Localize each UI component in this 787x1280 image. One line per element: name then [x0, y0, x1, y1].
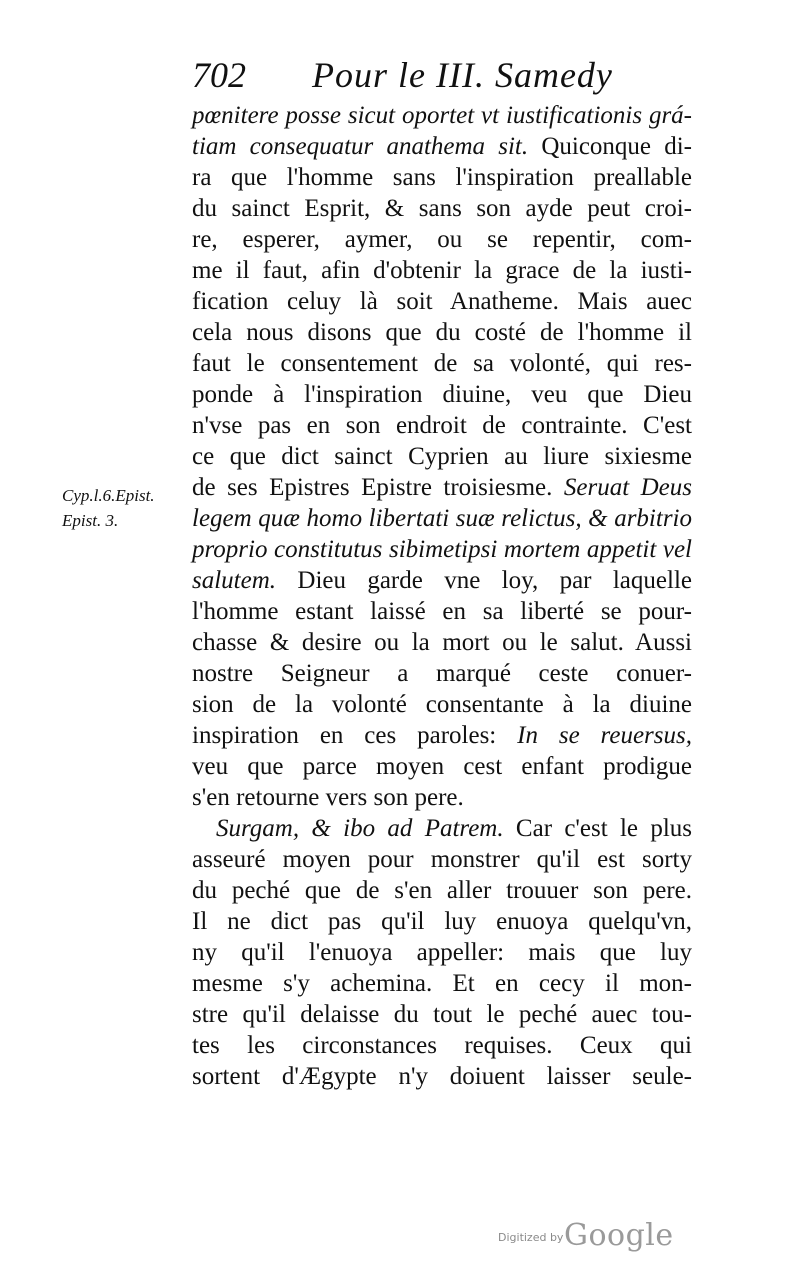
running-title: Pour le III. Samedy: [312, 55, 613, 95]
text-line: du peché que de s'en aller trouuer son pere.: [192, 877, 692, 904]
text-line: sion de la volonté consentante à la diuine: [192, 691, 692, 718]
page-header: [192, 50, 692, 100]
text-line: s'en retourne vers son pere.: [192, 784, 464, 811]
text-line: tes les circonstances requises. Ceux qui: [192, 1032, 692, 1059]
text-line: l'homme estant laissé en sa liberté se pour-: [192, 598, 692, 625]
text-line: de ses Epistres Epistre troisiesme. Seruat Deus: [192, 474, 692, 501]
text-line: pœnitere posse sicut oportet vt iustificationis grá-: [192, 102, 692, 129]
text-line: asseuré moyen pour monstrer qu'il est sorty: [192, 846, 692, 873]
text-line: du sainct Esprit, & sans son ayde peut croi-: [192, 195, 692, 222]
text-line: chasse & desire ou la mort ou le salut. Aussi: [192, 629, 692, 656]
text-line: n'vse pas en son endroit de contrainte. C'est: [192, 412, 692, 439]
digitized-watermark: [498, 1218, 678, 1254]
watermark-prefix: Digitized by: [498, 1231, 564, 1244]
text-line: veu que parce moyen cest enfant prodigue: [192, 753, 692, 780]
text-line: ce que dict sainct Cyprien au liure sixiesme: [192, 443, 692, 470]
text-line: mesme s'y achemina. Et en cecy il mon-: [192, 970, 692, 997]
text-line: inspiration en ces paroles: In se reuersus,: [192, 722, 692, 749]
page-number: 702: [192, 55, 246, 95]
text-line: cela nous disons que du costé de l'homme il: [192, 319, 692, 346]
text-line: sortent d'Ægypte n'y doiuent laisser seule-: [192, 1063, 692, 1090]
text-line: tiam consequatur anathema sit. Quiconque di-: [192, 133, 692, 160]
text-line: me il faut, afin d'obtenir la grace de la iusti-: [192, 257, 692, 284]
text-line: faut le consentement de sa volonté, qui res-: [192, 350, 692, 377]
text-line: ra que l'homme sans l'inspiration preallable: [192, 164, 692, 191]
text-line: stre qu'il delaisse du tout le peché auec tou-: [192, 1001, 692, 1028]
text-line: proprio constitutus sibimetipsi mortem appetit vel: [192, 536, 692, 563]
text-line: re, esperer, aymer, ou se repentir, com-: [192, 226, 692, 253]
text-line: legem quæ homo libertati suæ relictus, & arbitrio: [192, 505, 692, 532]
text-line: Il ne dict pas qu'il luy enuoya quelqu'vn,: [192, 908, 692, 935]
marginal-note-line: Epist. 3.: [62, 511, 119, 530]
text-line: ponde à l'inspiration diuine, veu que Dieu: [192, 381, 692, 408]
google-logo: Google: [564, 1218, 674, 1253]
text-line: nostre Seigneur a marqué ceste conuer-: [192, 660, 692, 687]
body-text: [192, 100, 692, 1092]
text-line: ny qu'il l'enuoya appeller: mais que luy: [192, 939, 692, 966]
marginal-note: [62, 483, 190, 533]
text-line: Surgam, & ibo ad Patrem. Car c'est le plus: [216, 815, 693, 842]
text-line: salutem. Dieu garde vne loy, par laquelle: [192, 567, 692, 594]
marginal-note-line: Cyp.l.6.Epist.: [62, 486, 155, 505]
text-line: fication celuy là soit Anatheme. Mais auec: [192, 288, 692, 315]
